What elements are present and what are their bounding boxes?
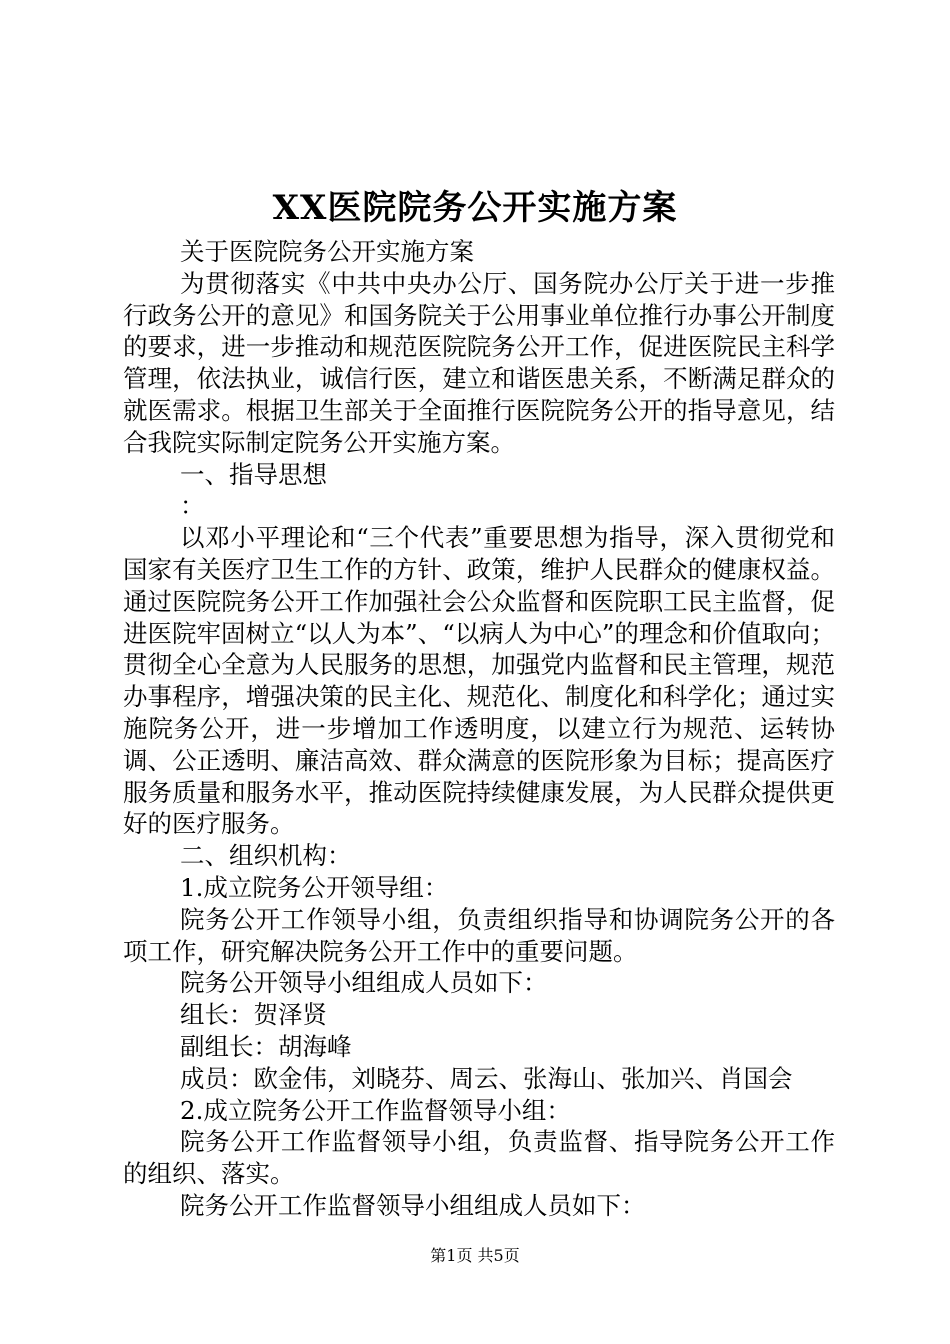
paragraph: 院务公开工作领导小组，负责组织指导和协调院务公开的各项工作，研究解决院务公开工作中的重要问题。 [123,904,835,966]
paragraph: ： [180,491,205,521]
document-title: XX医院院务公开实施方案 [272,188,678,228]
paragraph: 院务公开工作监督领导小组组成人员如下： [180,1190,646,1220]
paragraph: 关于医院院务公开实施方案 [180,237,474,266]
paragraph: 组长：贺泽贤 [180,1000,327,1030]
paragraph: 2.成立院务公开工作监督领导小组： [180,1095,571,1125]
document-body [123,236,835,1222]
paragraph: 为贯彻落实《中共中央办公厅、国务院办公厅关于进一步推行政务公开的意见》和国务院关于公用事业单位推行办事公开制度的要求，进一步推动和规范医院院务公开工作，促进医院民主科学管理，依法执业，诚信行医，建立和谐医患关系，不断满足群众的就医需求。根据卫生部关于全面推行医院院务公开的指导意见，结合我院实际制定院务公开实施方案。 [123,268,835,457]
paragraph: 以邓小平理论和“三个代表”重要思想为指导，深入贯彻党和国家有关医疗卫生工作的方针、政策，维护人民群众的健康权益。通过医院院务公开工作加强社会公众监督和医院职工民主监督，促进医院牢固树立“以人为本”、“以病人为中心”的理念和价值取向；贯彻全心全意为人民服务的思想，加强党内监督和民主管理，规范办事程序，增强决策的民主化、规范化、制度化和科学化；通过实施院务公开，进一步增加工作透明度，以建立行为规范、运转协调、公正透明、廉洁高效、群众满意的医院形象为目标；提高医疗服务质量和服务水平，推动医院持续健康发展，为人民群众提供更好的医疗服务。 [123,523,835,839]
paragraph: 二、组织机构： [180,841,352,871]
paragraph: 院务公开工作监督领导小组，负责监督、指导院务公开工作的组织、落实。 [123,1127,835,1189]
page-footer: 第1页 共5页 [430,1246,520,1265]
paragraph: 成员：欧金伟，刘晓芬、周云、张海山、张加兴、肖国会 [180,1063,793,1093]
paragraph: 1.成立院务公开领导组： [180,872,449,902]
paragraph: 一、指导思想 [180,459,327,489]
paragraph: 院务公开领导小组组成人员如下： [180,968,548,998]
paragraph: 副组长：胡海峰 [180,1031,352,1061]
